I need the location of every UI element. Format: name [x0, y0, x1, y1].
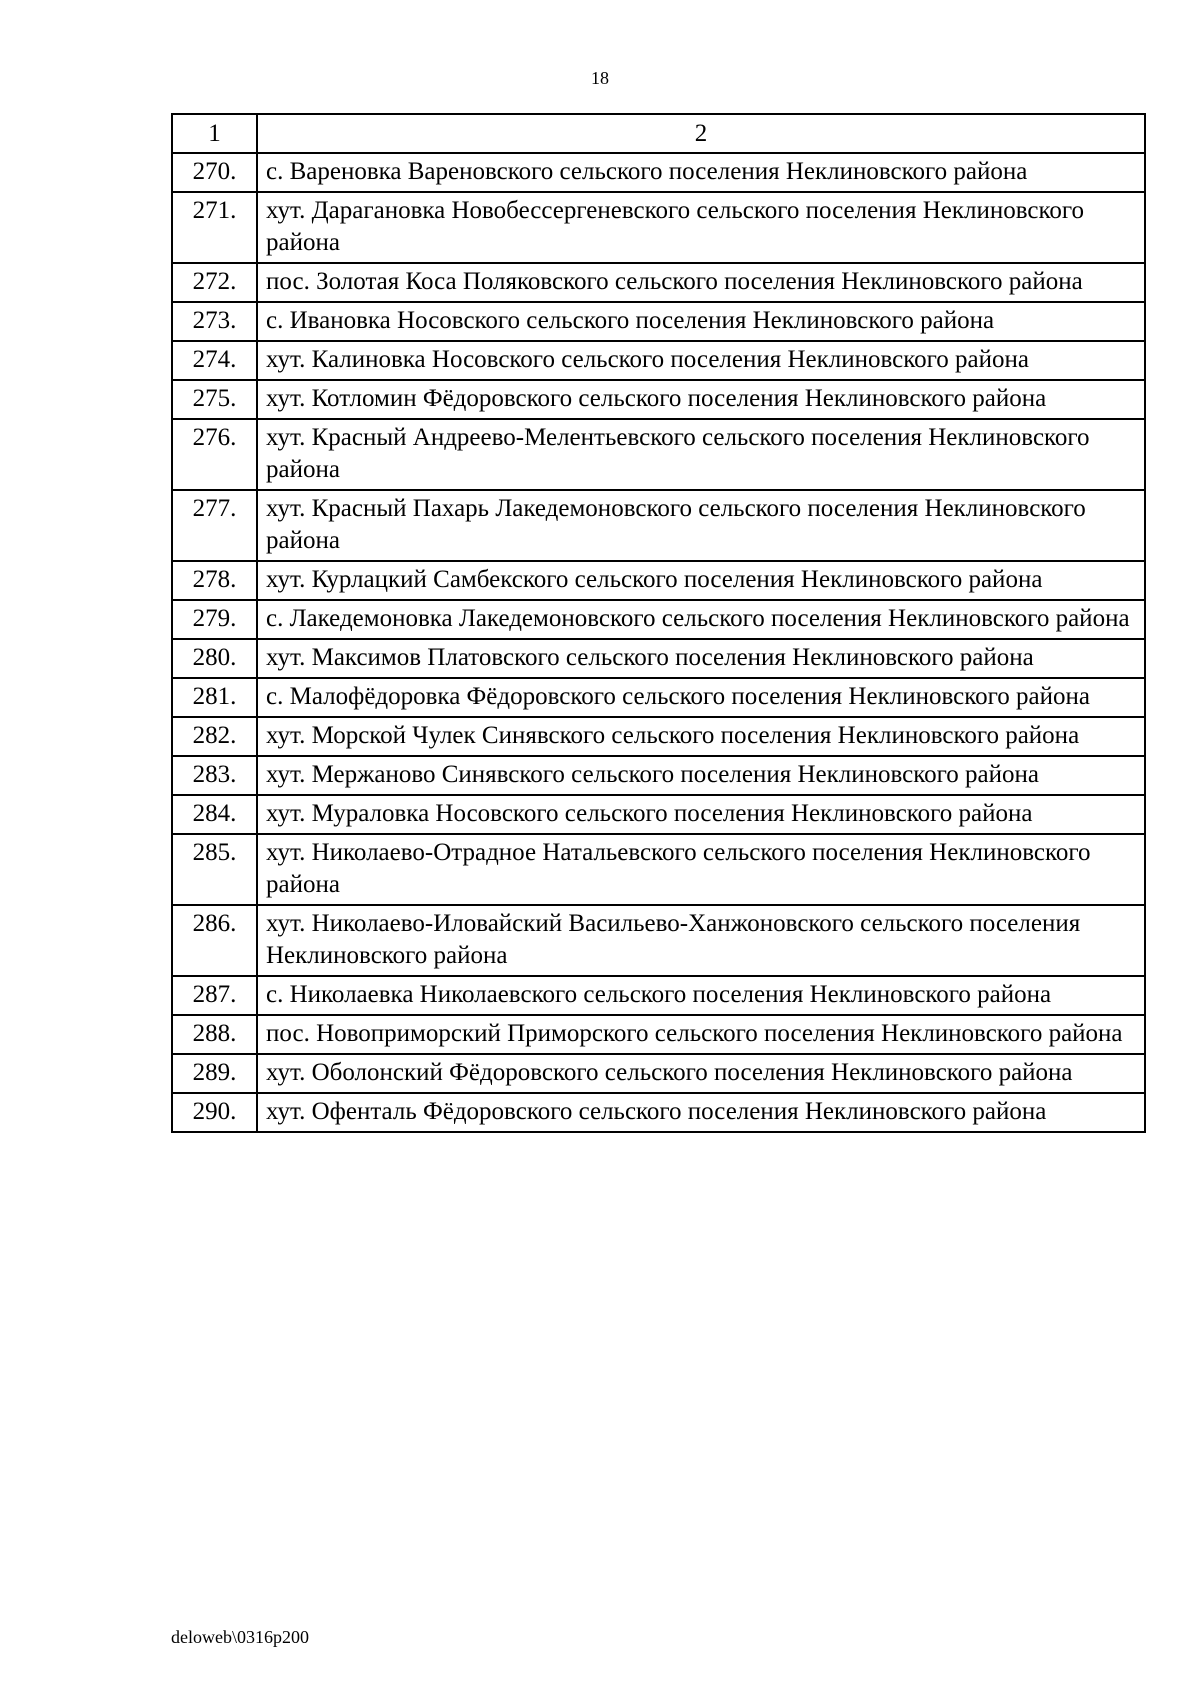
settlement-name: с. Николаевка Николаевского сельского поселения Неклиновского района [257, 976, 1145, 1015]
row-number: 274. [172, 341, 257, 380]
table-row [172, 976, 1145, 1015]
settlement-name: хут. Курлацкий Самбекского сельского поселения Неклиновского района [257, 561, 1145, 600]
settlement-name: пос. Золотая Коса Поляковского сельского поселения Неклиновского района [257, 263, 1145, 302]
row-number: 275. [172, 380, 257, 419]
settlement-name: с. Лакедемоновка Лакедемоновского сельского поселения Неклиновского района [257, 600, 1145, 639]
table-row [172, 263, 1145, 302]
table-row [172, 600, 1145, 639]
settlement-name: пос. Новоприморский Приморского сельского поселения Неклиновского района [257, 1015, 1145, 1054]
table-row [172, 341, 1145, 380]
row-number: 283. [172, 756, 257, 795]
table-row [172, 795, 1145, 834]
row-number: 272. [172, 263, 257, 302]
settlements-table [171, 113, 1146, 1133]
row-number: 277. [172, 490, 257, 561]
row-number: 285. [172, 834, 257, 905]
table-row [172, 1093, 1145, 1132]
row-number: 276. [172, 419, 257, 490]
table-row [172, 561, 1145, 600]
table-row [172, 192, 1145, 263]
row-number: 280. [172, 639, 257, 678]
settlement-name: хут. Дарагановка Новобессергеневского сельского поселения Неклиновского района [257, 192, 1145, 263]
table-row [172, 756, 1145, 795]
page-number: 18 [591, 68, 609, 88]
row-number: 279. [172, 600, 257, 639]
settlement-name: с. Малофёдоровка Фёдоровского сельского поселения Неклиновского района [257, 678, 1145, 717]
settlement-name: хут. Морской Чулек Синявского сельского поселения Неклиновского района [257, 717, 1145, 756]
settlement-name: с. Вареновка Вареновского сельского поселения Неклиновского района [257, 153, 1145, 192]
table-row [172, 1054, 1145, 1093]
table-body [172, 114, 1145, 1132]
settlement-name: хут. Максимов Платовского сельского поселения Неклиновского района [257, 639, 1145, 678]
settlement-name: хут. Мураловка Носовского сельского поселения Неклиновского района [257, 795, 1145, 834]
row-number: 284. [172, 795, 257, 834]
table-header-row [172, 114, 1145, 153]
settlement-name: хут. Офенталь Фёдоровского сельского поселения Неклиновского района [257, 1093, 1145, 1132]
table-row [172, 717, 1145, 756]
settlement-name: хут. Николаево-Отрадное Натальевского сельского поселения Неклиновского района [257, 834, 1145, 905]
table-row [172, 490, 1145, 561]
row-number: 287. [172, 976, 257, 1015]
row-number: 286. [172, 905, 257, 976]
row-number: 288. [172, 1015, 257, 1054]
row-number: 282. [172, 717, 257, 756]
row-number: 289. [172, 1054, 257, 1093]
row-number: 273. [172, 302, 257, 341]
table-row [172, 834, 1145, 905]
row-number: 290. [172, 1093, 257, 1132]
table-row [172, 419, 1145, 490]
row-number: 270. [172, 153, 257, 192]
table-row [172, 302, 1145, 341]
settlement-name: хут. Калиновка Носовского сельского поселения Неклиновского района [257, 341, 1145, 380]
settlement-name: с. Ивановка Носовского сельского поселения Неклиновского района [257, 302, 1145, 341]
table-row [172, 905, 1145, 976]
settlement-name: хут. Котломин Фёдоровского сельского поселения Неклиновского района [257, 380, 1145, 419]
settlement-name: хут. Красный Пахарь Лакедемоновского сельского поселения Неклиновского района [257, 490, 1145, 561]
table-row [172, 380, 1145, 419]
column-header-number: 1 [172, 114, 257, 153]
footer-document-code: deloweb\0316p200 [171, 1627, 309, 1647]
table-row [172, 639, 1145, 678]
settlement-name: хут. Мержаново Синявского сельского поселения Неклиновского района [257, 756, 1145, 795]
column-header-name: 2 [257, 114, 1145, 153]
settlement-name: хут. Красный Андреево-Мелентьевского сельского поселения Неклиновского района [257, 419, 1145, 490]
row-number: 278. [172, 561, 257, 600]
table-row [172, 153, 1145, 192]
table-row [172, 1015, 1145, 1054]
settlement-name: хут. Оболонский Фёдоровского сельского поселения Неклиновского района [257, 1054, 1145, 1093]
settlement-name: хут. Николаево-Иловайский Васильево-Ханжоновского сельского поселения Неклиновского района [257, 905, 1145, 976]
row-number: 281. [172, 678, 257, 717]
row-number: 271. [172, 192, 257, 263]
table-row [172, 678, 1145, 717]
